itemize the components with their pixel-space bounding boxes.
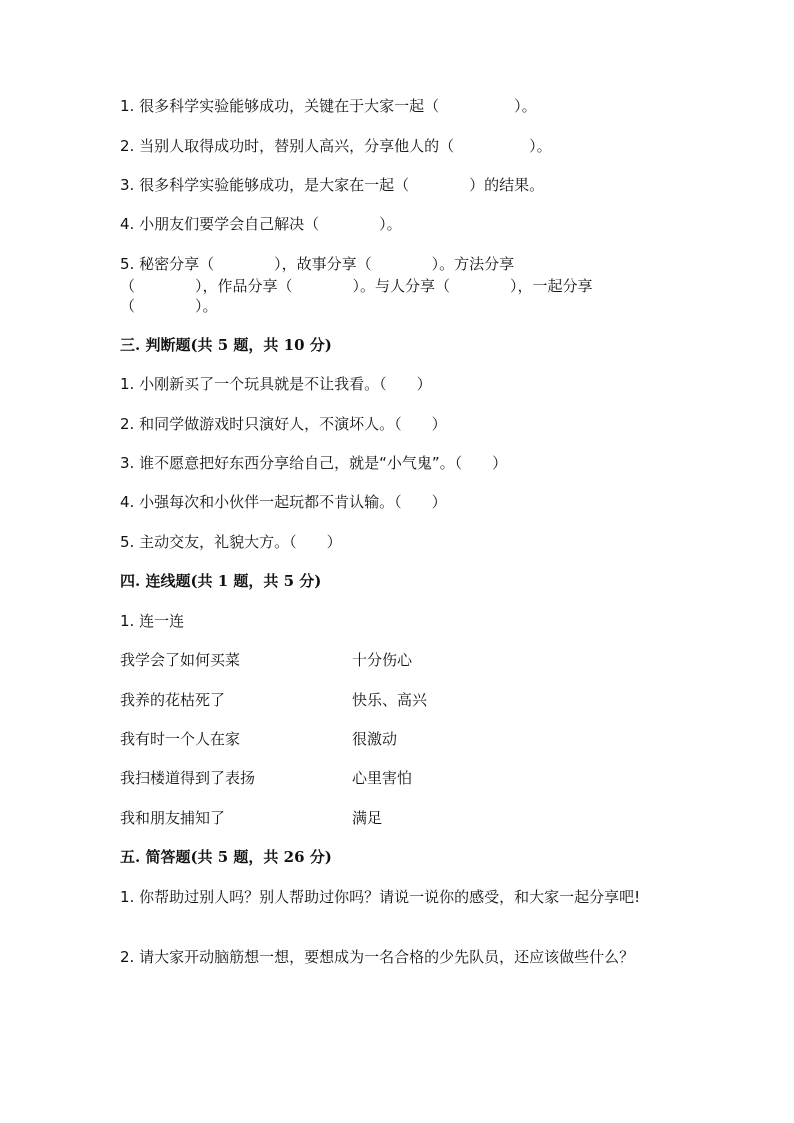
match-right-5: 满足 xyxy=(352,809,383,827)
section-heading-match: 四. 连线题(共 1 题，共 5 分) xyxy=(120,572,322,590)
fill-question-5-line-2: （ ），作品分享（ ）。与人分享（ ），一起分享 xyxy=(120,277,593,295)
fill-question-2: 2. 当别人取得成功时，替别人高兴，分享他人的（ ）。 xyxy=(120,137,552,155)
short-answer-question-1: 1. 你帮助过别人吗？别人帮助过你吗？请说一说你的感受，和大家一起分享吧! xyxy=(120,888,641,906)
match-left-4: 我扫楼道得到了表扬 xyxy=(120,769,256,787)
judge-item-2: 2. 和同学做游戏时只演好人，不演坏人。（ ） xyxy=(120,415,447,433)
section-heading-judge: 三. 判断题(共 5 题，共 10 分) xyxy=(120,336,332,354)
match-left-3: 我有时一个人在家 xyxy=(120,730,241,748)
short-answer-question-2: 2. 请大家开动脑筋想一想，要想成为一名合格的少先队员，还应该做些什么？ xyxy=(120,948,635,966)
match-right-3: 很激动 xyxy=(352,730,398,748)
judge-item-1: 1. 小刚新买了一个玩具就是不让我看。（ ） xyxy=(120,375,432,393)
match-prompt: 1. 连一连 xyxy=(120,612,185,630)
fill-question-5-line-1: 5. 秘密分享（ ），故事分享（ ）。方法分享 xyxy=(120,255,515,273)
match-left-2: 我养的花枯死了 xyxy=(120,691,226,709)
fill-question-4: 4. 小朋友们要学会自己解决（ ）。 xyxy=(120,215,402,233)
fill-question-1: 1. 很多科学实验能够成功，关键在于大家一起（ ）。 xyxy=(120,97,537,115)
match-right-1: 十分伤心 xyxy=(352,651,413,669)
match-left-5: 我和朋友捕知了 xyxy=(120,809,226,827)
match-right-4: 心里害怕 xyxy=(352,769,413,787)
section-heading-short-answer: 五. 简答题(共 5 题，共 26 分) xyxy=(120,848,332,866)
judge-item-3: 3. 谁不愿意把好东西分享给自己，就是“小气鬼”。（ ） xyxy=(120,454,508,472)
judge-item-4: 4. 小强每次和小伙伴一起玩都不肯认输。（ ） xyxy=(120,493,447,511)
match-left-1: 我学会了如何买菜 xyxy=(120,651,241,669)
fill-question-3: 3. 很多科学实验能够成功，是大家在一起（ ）的结果。 xyxy=(120,176,545,194)
match-right-2: 快乐、高兴 xyxy=(352,691,428,709)
judge-item-5: 5. 主动交友，礼貌大方。（ ） xyxy=(120,533,342,551)
fill-question-5-line-3: （ ）。 xyxy=(120,297,218,315)
